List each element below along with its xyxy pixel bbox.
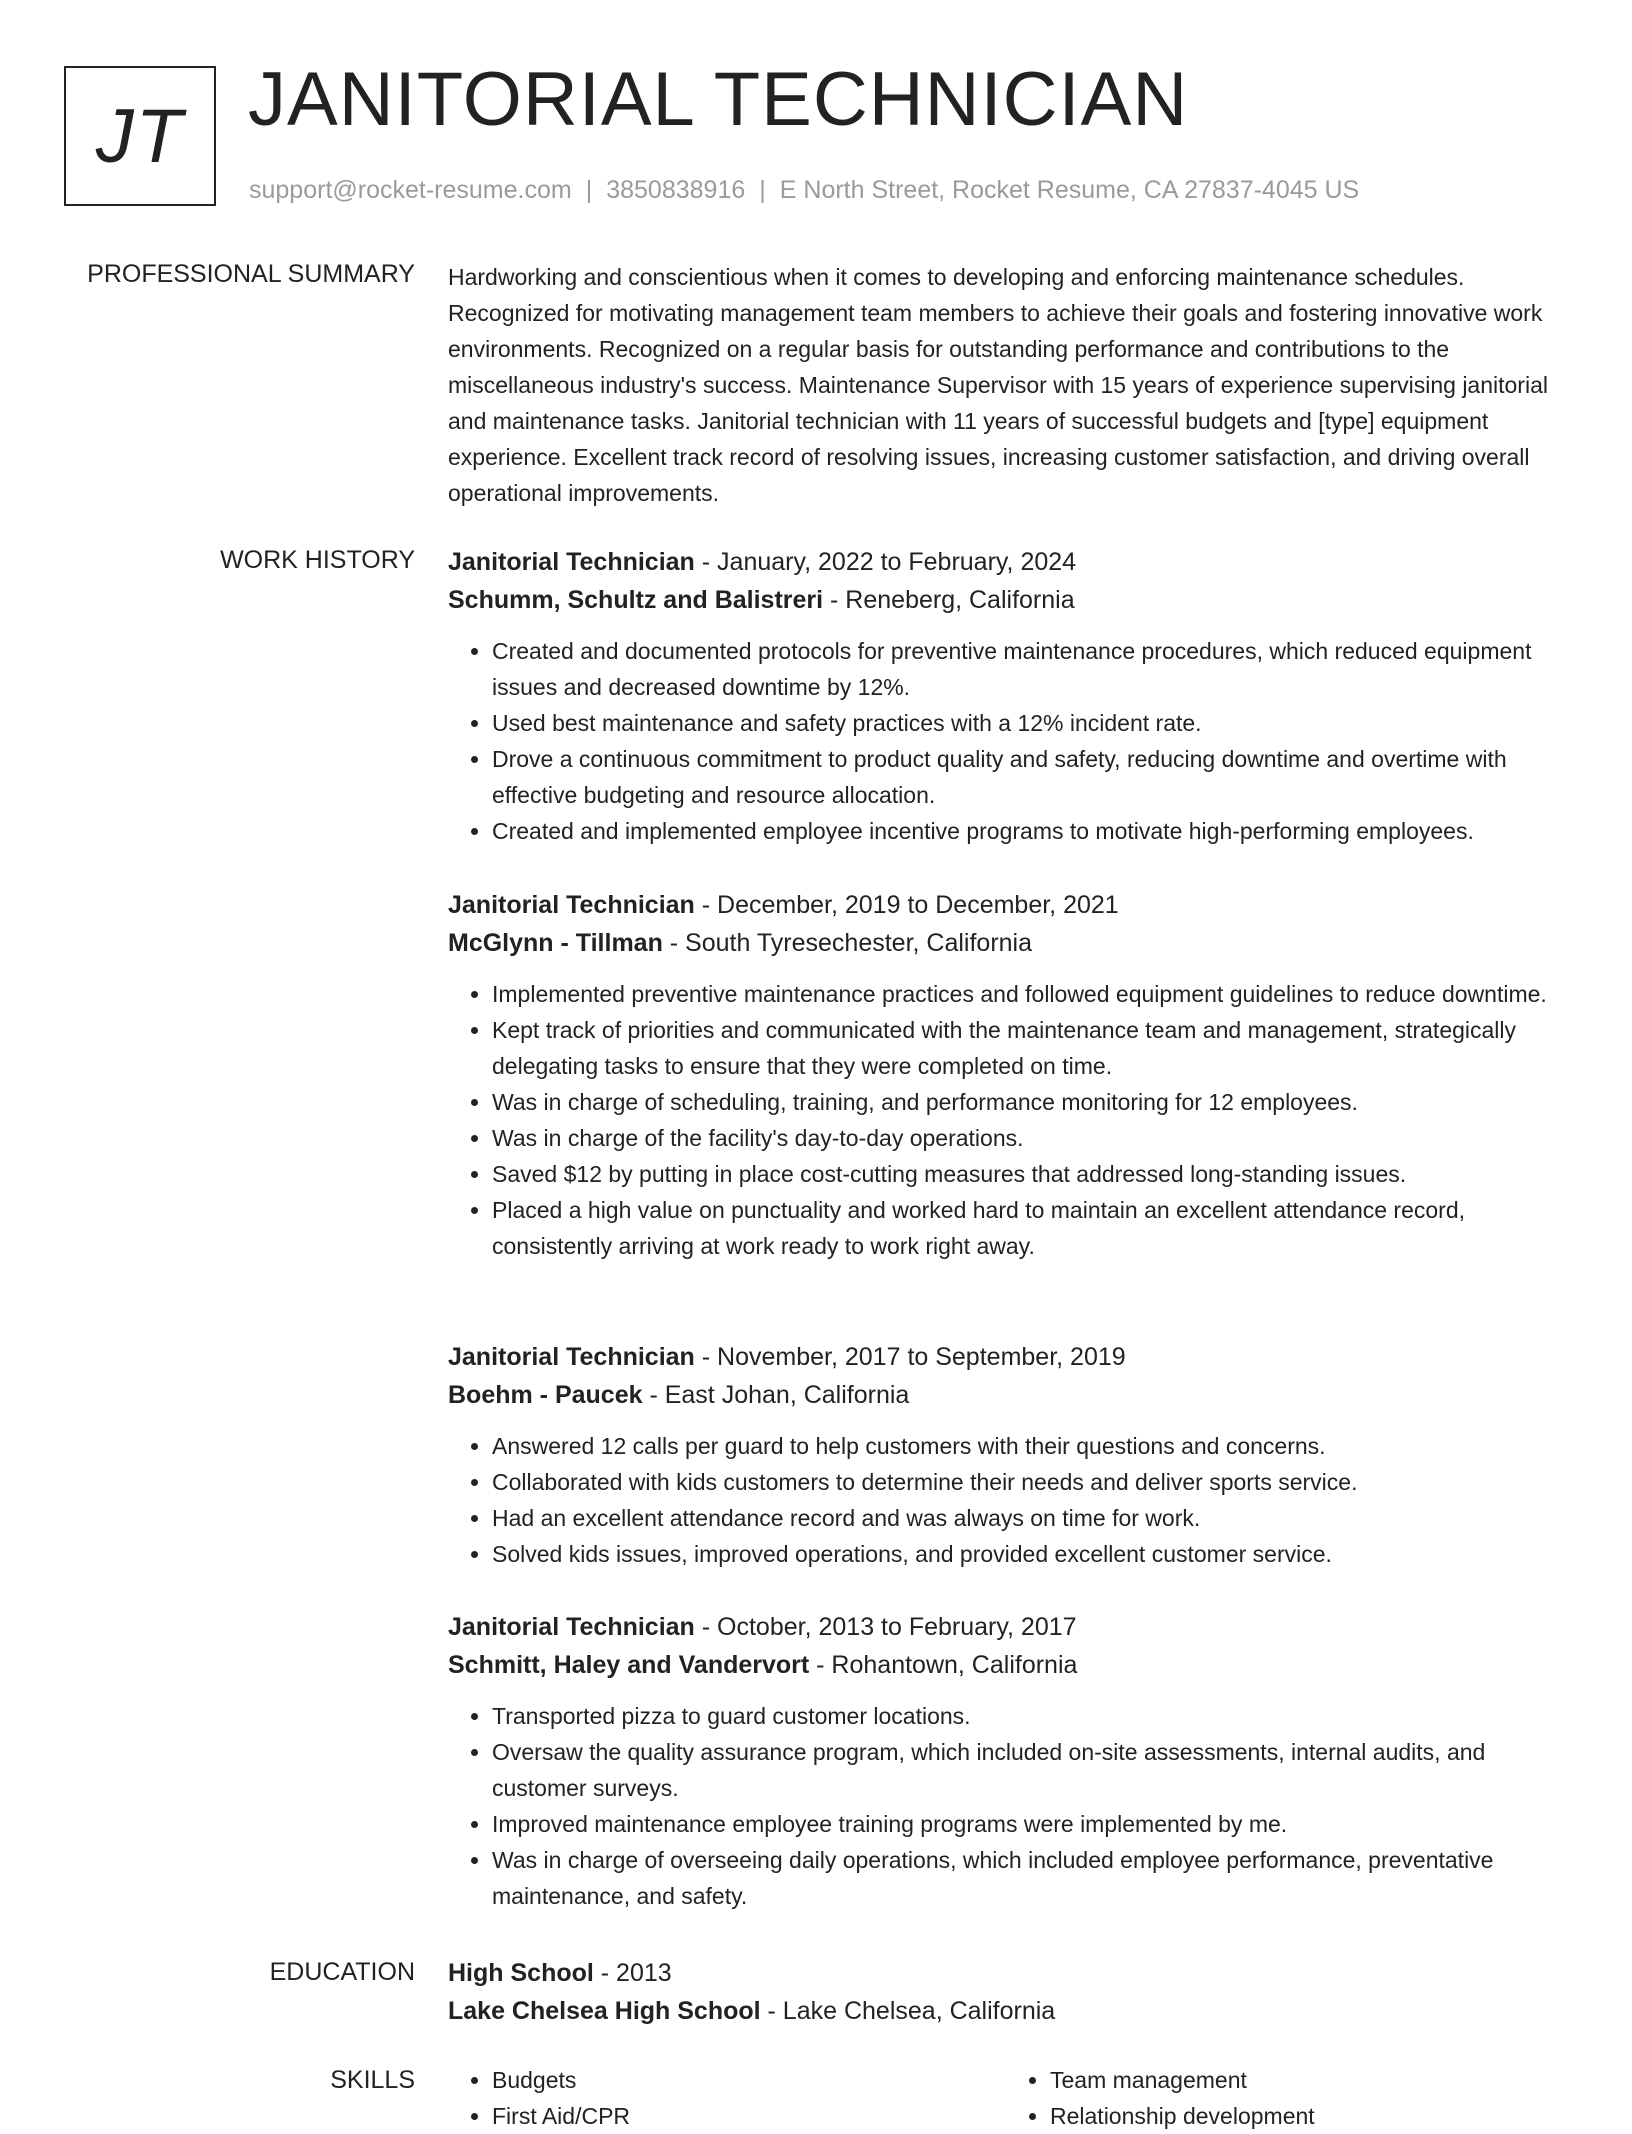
- job-title-line: [448, 543, 1564, 581]
- skills-heading: SKILLS: [330, 2066, 415, 2094]
- contact-phone: 3850838916: [606, 176, 746, 204]
- work-history-heading: WORK HISTORY: [220, 546, 415, 574]
- job-bullet: • Kept track of priorities and communicated with the maintenance team and management, strategically delegating tasks to ensure that they were completed on time.: [492, 1012, 1564, 1084]
- job-title: Janitorial Technician: [448, 891, 695, 919]
- job-dates: - December, 2019 to December, 2021: [694, 891, 1119, 919]
- job-location: - East Johan, California: [642, 1381, 910, 1409]
- contact-separator: |: [759, 176, 766, 204]
- job-entry: [448, 1338, 1564, 1572]
- education-location: - Lake Chelsea, California: [760, 1997, 1056, 2025]
- job-entry: [448, 1608, 1564, 1914]
- resume-title: JANITORIAL TECHNICIAN: [248, 57, 1189, 142]
- job-bullet: • Answered 12 calls per guard to help customers with their questions and concerns.: [492, 1428, 1564, 1464]
- job-title: Janitorial Technician: [448, 1613, 695, 1641]
- job-company: Schmitt, Haley and Vandervort: [448, 1651, 810, 1679]
- job-company: McGlynn - Tillman: [448, 929, 663, 957]
- job-location: - Reneberg, California: [823, 586, 1075, 614]
- job-company-line: [448, 1376, 1564, 1414]
- contact-address: E North Street, Rocket Resume, CA 27837-4045 US: [779, 176, 1360, 204]
- skill-item: • Relationship development: [1050, 2098, 1564, 2134]
- job-title-line: [448, 886, 1564, 924]
- job-location: - South Tyresechester, California: [662, 929, 1033, 957]
- job-dates: - November, 2017 to September, 2019: [694, 1343, 1126, 1371]
- job-title-line: [448, 1608, 1564, 1646]
- job-dates: - October, 2013 to February, 2017: [694, 1613, 1077, 1641]
- job-dates: - January, 2022 to February, 2024: [694, 548, 1077, 576]
- job-bullet: • Implemented preventive maintenance practices and followed equipment guidelines to reduce downtime.: [492, 976, 1564, 1012]
- skills-list-left: [448, 2062, 1006, 2134]
- skill-item: • Budgets: [492, 2062, 1006, 2098]
- summary-heading: PROFESSIONAL SUMMARY: [87, 260, 415, 288]
- job-title: Janitorial Technician: [448, 1343, 695, 1371]
- education-school: Lake Chelsea High School: [448, 1997, 761, 2025]
- education-section: [448, 1954, 1564, 2030]
- job-bullets: [448, 633, 1564, 849]
- monogram-initials: JT: [95, 93, 185, 179]
- education-degree: High School: [448, 1959, 594, 1987]
- contact-separator: |: [585, 176, 593, 204]
- job-bullet: • Solved kids issues, improved operations, and provided excellent customer service.: [492, 1536, 1564, 1572]
- skills-list-right: [1006, 2062, 1564, 2134]
- job-company: Schumm, Schultz and Balistreri: [448, 586, 824, 614]
- job-bullet: • Transported pizza to guard customer locations.: [492, 1698, 1564, 1734]
- job-bullet: • Had an excellent attendance record and was always on time for work.: [492, 1500, 1564, 1536]
- job-bullet: • Was in charge of overseeing daily operations, which included employee performance, preventative maintenance, and safety.: [492, 1842, 1564, 1914]
- job-bullets: [448, 1698, 1564, 1914]
- job-bullet: • Used best maintenance and safety practices with a 12% incident rate.: [492, 705, 1564, 741]
- skill-item: • First Aid/CPR: [492, 2098, 1006, 2134]
- contact-email: support@rocket-resume.com: [249, 176, 572, 204]
- job-bullet: • Oversaw the quality assurance program, which included on-site assessments, internal audits, and customer surveys.: [492, 1734, 1564, 1806]
- job-entry: [448, 543, 1564, 849]
- job-location: - Rohantown, California: [809, 1651, 1078, 1679]
- job-bullet: • Created and documented protocols for preventive maintenance procedures, which reduced equipment issues and decreased downtime by 12%.: [492, 633, 1564, 705]
- skills-section: [448, 2062, 1564, 2134]
- job-bullet: • Collaborated with kids customers to determine their needs and deliver sports service.: [492, 1464, 1564, 1500]
- education-year: - 2013: [593, 1959, 672, 1987]
- education-school-line: [448, 1992, 1564, 2030]
- job-bullet: • Improved maintenance employee training programs were implemented by me.: [492, 1806, 1564, 1842]
- job-company: Boehm - Paucek: [448, 1381, 643, 1409]
- job-bullets: [448, 1428, 1564, 1572]
- job-entry: [448, 886, 1564, 1264]
- job-bullet: • Was in charge of the facility's day-to-day operations.: [492, 1120, 1564, 1156]
- job-bullets: [448, 976, 1564, 1264]
- summary-section: [448, 259, 1564, 511]
- job-title: Janitorial Technician: [448, 548, 695, 576]
- education-degree-line: [448, 1954, 1564, 1992]
- job-bullet: • Created and implemented employee incentive programs to motivate high-performing employees.: [492, 813, 1564, 849]
- job-title-line: [448, 1338, 1564, 1376]
- job-company-line: [448, 924, 1564, 962]
- education-heading: EDUCATION: [269, 1958, 415, 1986]
- skills-columns: [448, 2062, 1564, 2134]
- job-bullet: • Was in charge of scheduling, training, and performance monitoring for 12 employees.: [492, 1084, 1564, 1120]
- skill-item: • Team management: [1050, 2062, 1564, 2098]
- job-bullet: • Placed a high value on punctuality and worked hard to maintain an excellent attendance record, consistently arriving at work ready to work right away.: [492, 1192, 1564, 1264]
- job-company-line: [448, 581, 1564, 619]
- job-bullet: • Saved $12 by putting in place cost-cutting measures that addressed long-standing issues.: [492, 1156, 1564, 1192]
- job-company-line: [448, 1646, 1564, 1684]
- contact-line: [249, 176, 1359, 205]
- job-bullet: • Drove a continuous commitment to product quality and safety, reducing downtime and overtime with effective budgeting and resource allocation.: [492, 741, 1564, 813]
- monogram-badge: [64, 66, 216, 206]
- summary-text: Hardworking and conscientious when it comes to developing and enforcing maintenance schedules. Recognized for motivating management team members to achieve their goals and fostering innovative work environments. Recognized on a regular basis for outstanding performance and contributions to the miscellaneous industry's success. Maintenance Supervisor with 15 years of experience supervising janitorial and maintenance tasks. Janitorial technician with 11 years of successful budgets and [type] equipment experience. Excellent track record of resolving issues, increasing customer satisfaction, and driving overall operational improvements.: [448, 264, 1548, 506]
